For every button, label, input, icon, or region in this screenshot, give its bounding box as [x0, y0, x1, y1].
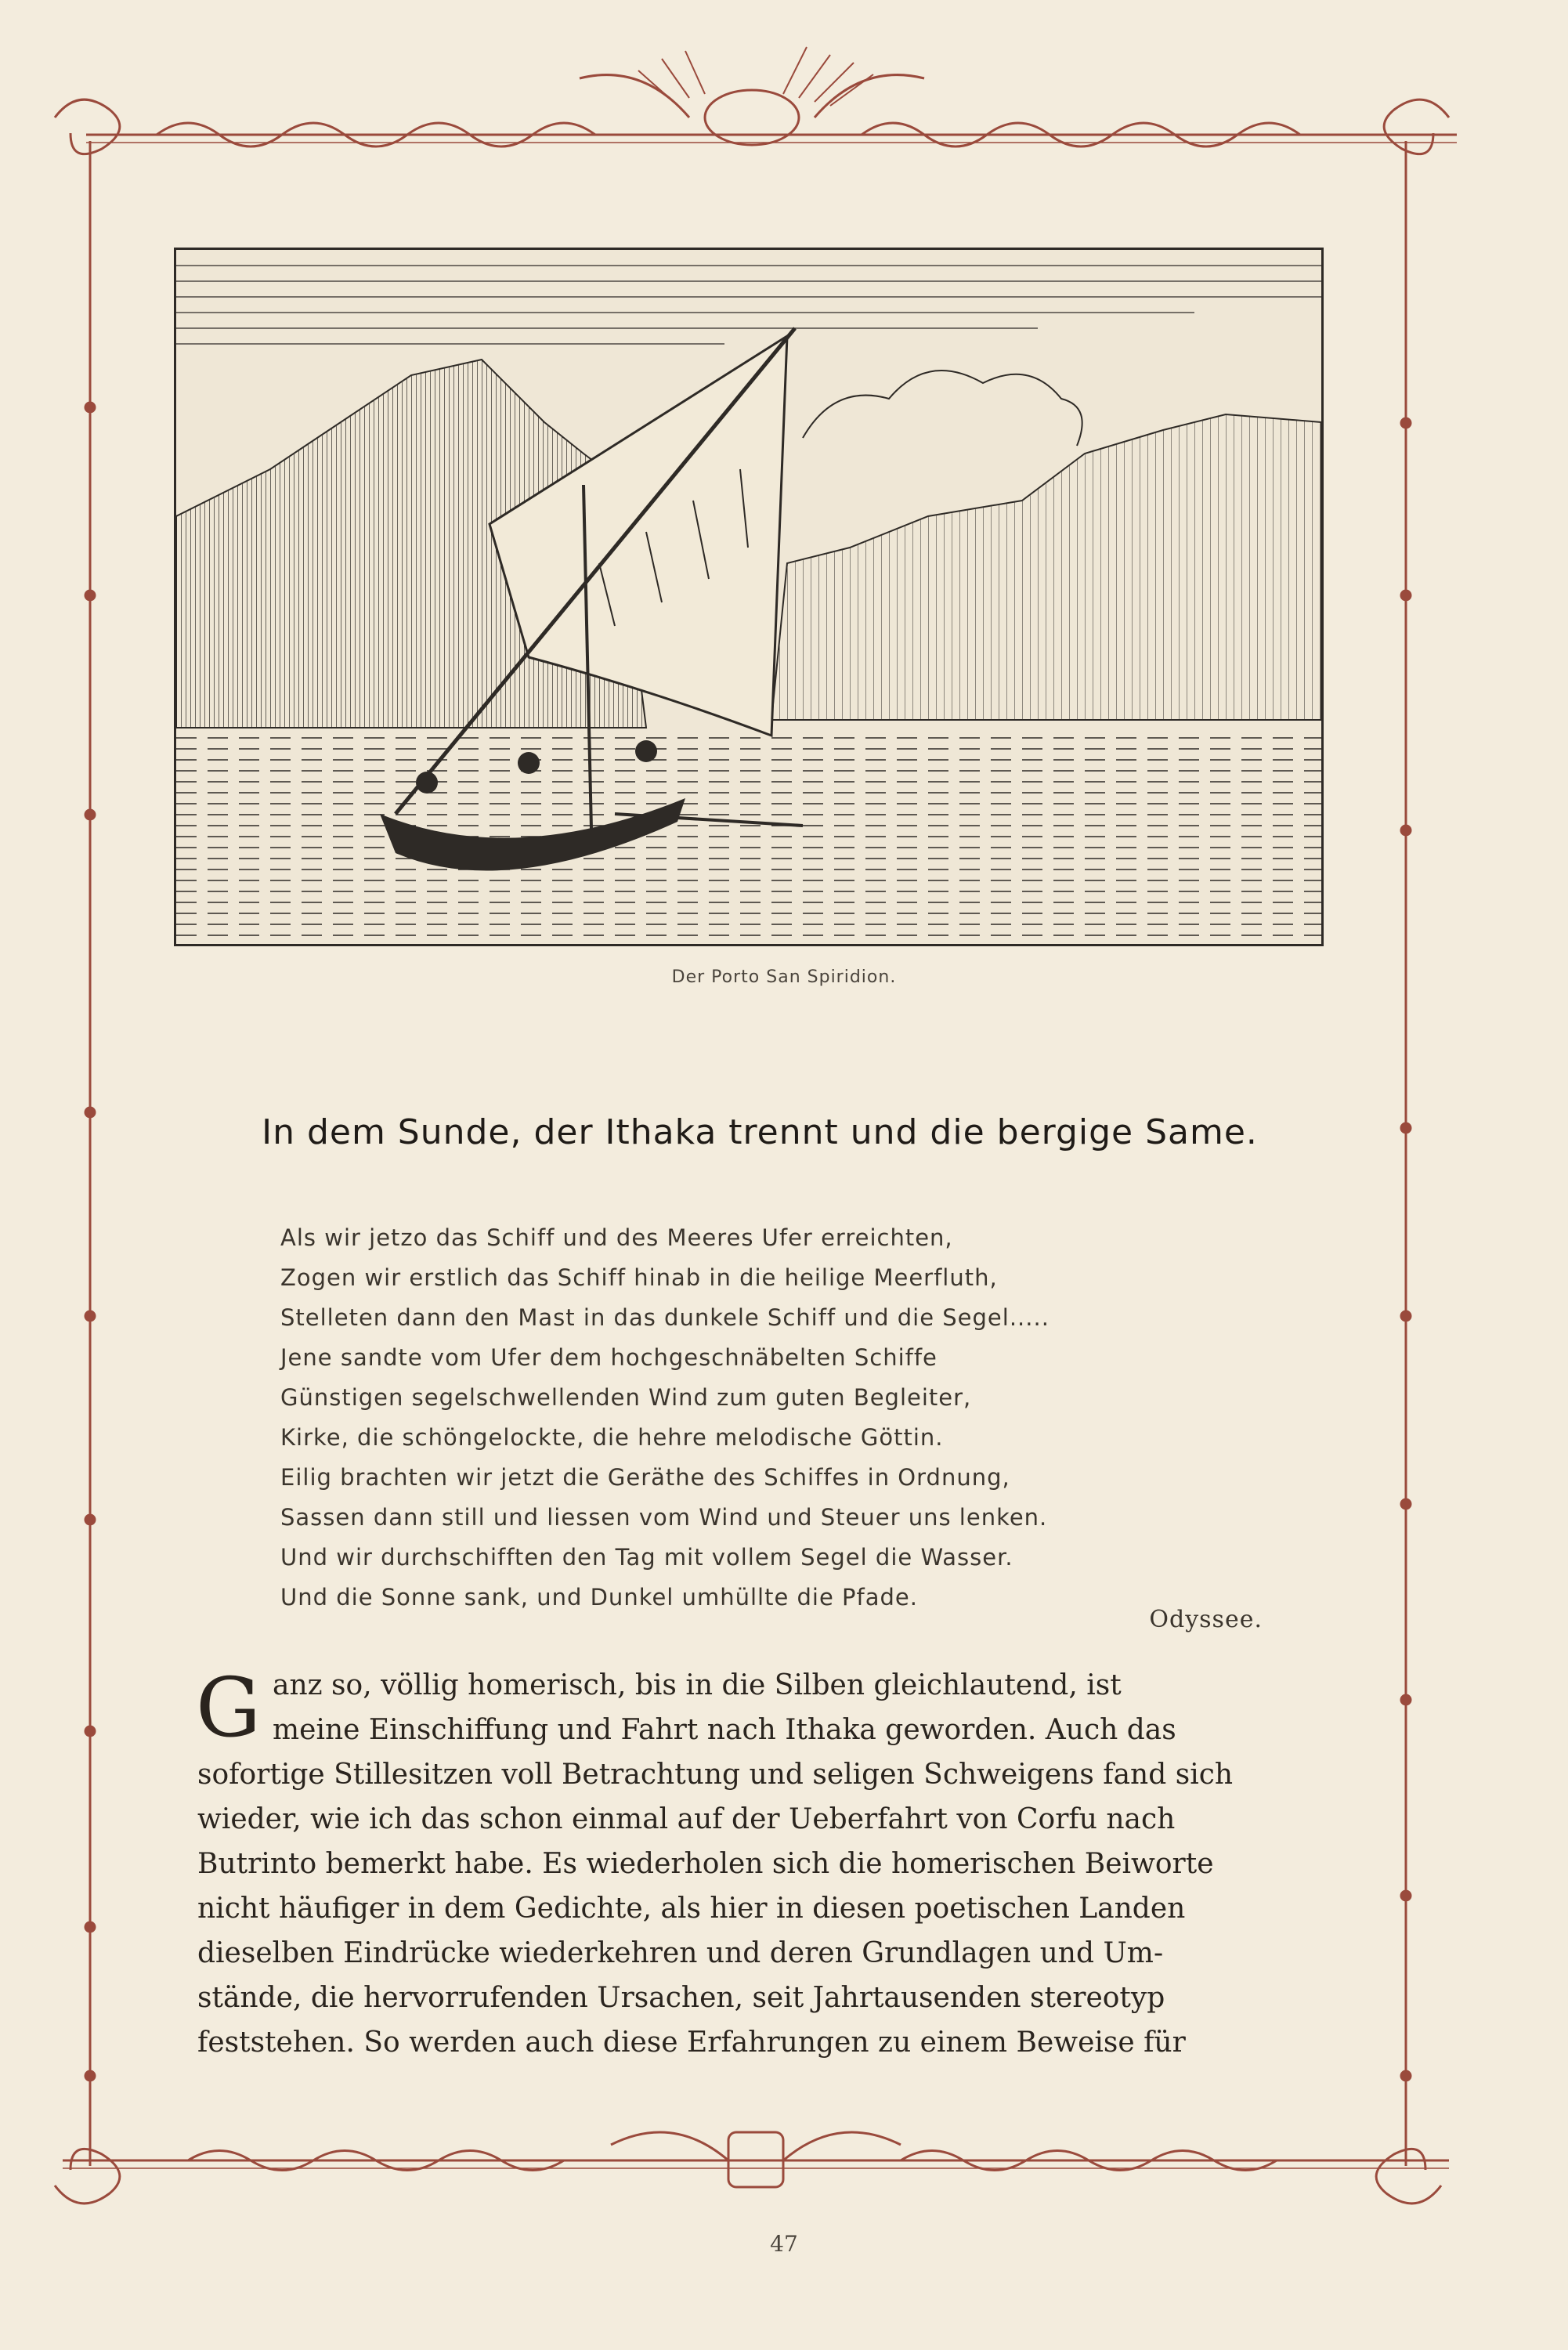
poem-source: Odyssee. — [1149, 1606, 1263, 1633]
poem-line: Günstigen segelschwellenden Wind zum guten Begleiter, — [280, 1384, 972, 1411]
sky-lines — [176, 266, 1321, 344]
poem-line: Sassen dann still und liessen vom Wind und Steuer uns lenken. — [280, 1504, 1048, 1531]
poem-line: Stelleten dann den Mast in das dunkele Schiff und die Segel..... — [280, 1304, 1050, 1331]
text-line: Butrinto bemerkt habe. Es wiederholen sich die homerischen Beiworte — [197, 1848, 1214, 1880]
text-line: sofortige Stillesitzen voll Betrachtung und seligen Schweigens fand sich — [197, 1759, 1234, 1791]
text-line: feststehen. So werden auch diese Erfahrungen zu einem Beweise für — [197, 2026, 1186, 2059]
section-heading: In dem Sunde, der Ithaka trennt und die bergige Same. — [262, 1112, 1258, 1152]
sailboat-engraving — [176, 250, 1321, 944]
epigraph-poem — [280, 1218, 1283, 1618]
poem-line: Jene sandte vom Ufer dem hochgeschnäbelten Schiffe — [280, 1344, 938, 1371]
text-line: anz so, völlig homerisch, bis in die Silben gleichlautend, ist — [273, 1669, 1122, 1701]
text-line: dieselben Eindrücke wiederkehren und deren Grundlagen und Um- — [197, 1937, 1164, 1969]
text-line: meine Einschiffung und Fahrt nach Ithaka geworden. Auch das — [273, 1714, 1176, 1746]
poem-line: Als wir jetzo das Schiff und des Meeres Ufer erreichten, — [280, 1224, 953, 1251]
sea — [176, 736, 1321, 944]
text-line: stände, die hervorrufenden Ursachen, seit Jahrtausenden stereotyp — [197, 1982, 1165, 2014]
engraving-illustration — [174, 248, 1324, 946]
text-line: nicht häufiger in dem Gedichte, als hier in diesen poetischen Landen — [197, 1893, 1186, 1925]
right-cliffs — [771, 414, 1321, 720]
poem-line: Eilig brachten wir jetzt die Geräthe des Schiffes in Ordnung, — [280, 1464, 1010, 1491]
poem-line: Und die Sonne sank, und Dunkel umhüllte die Pfade. — [280, 1584, 918, 1611]
body-text — [196, 1660, 1300, 2065]
poem-line: Zogen wir erstlich das Schiff hinab in die heilige Meerfluth, — [280, 1264, 998, 1291]
illustration-caption: Der Porto San Spiridion. — [671, 967, 897, 987]
clouds — [803, 371, 1082, 446]
text-line: wieder, wie ich das schon einmal auf der Ueberfahrt von Corfu nach — [197, 1803, 1176, 1835]
poem-line: Kirke, die schöngelockte, die hehre melodische Göttin. — [280, 1424, 944, 1451]
top-garland — [157, 47, 1300, 146]
page-number: 47 — [770, 2231, 798, 2257]
drop-cap: G — [196, 1660, 262, 1755]
poem-line: Und wir durchschifften den Tag mit vollem Segel die Wasser. — [280, 1544, 1013, 1571]
